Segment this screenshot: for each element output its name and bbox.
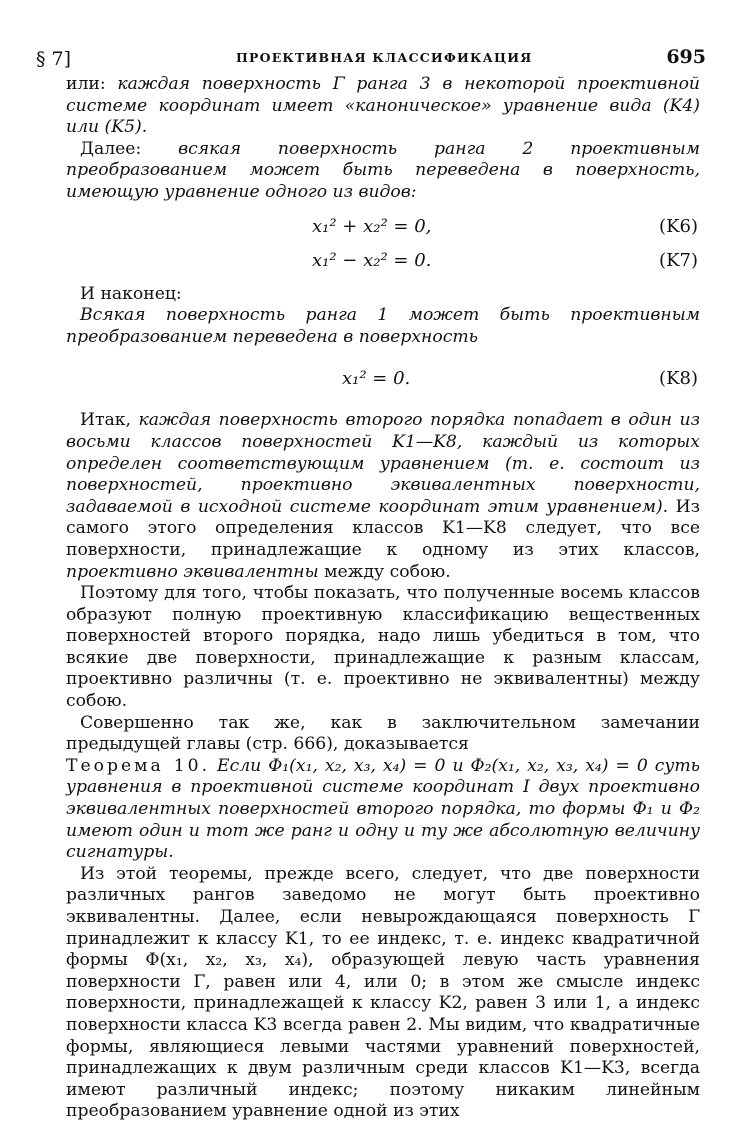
summary-lead: Итак, <box>80 410 131 431</box>
formula-k7-equation: x₁² − x₂² = 0. <box>312 249 432 271</box>
running-header <box>36 40 706 74</box>
paragraph-theorem <box>66 756 700 864</box>
page-number: 695 <box>666 46 706 68</box>
rank2-lead: Далее: <box>80 138 142 159</box>
body-text <box>66 74 700 204</box>
paragraph-similarly: Совершенно так же, как в заключительном замечании предыдущей главы (стр. 666), доказывается <box>66 712 700 755</box>
summary-normal: Из самого этого определения классов K1—K8 следует, что все поверхности, принадлежащие к одному из этих классов, <box>66 496 700 560</box>
book-page <box>36 40 706 1123</box>
section-number: § 7] <box>36 48 72 70</box>
body-text-3 <box>66 410 700 1123</box>
paragraph-intro <box>66 74 700 139</box>
formula-k8-label: (K8) <box>659 368 698 390</box>
formula-k8-equation: x₁² = 0. <box>342 368 411 390</box>
summary-italic-2: проективно эквивалентны <box>66 561 319 582</box>
intro-italic: каждая поверхность Γ̅ ранга 3 в некоторой проективной системе координат имеет «каноническое» уравнение вида (K4) или (K5). <box>66 74 700 138</box>
formula-k6 <box>66 210 700 244</box>
rank2-italic: всякая поверхность ранга 2 проективным преобразованием может быть переведена в поверхность, имеющую уравнение одного из видов: <box>66 138 700 202</box>
finally-lead: И наконец: <box>80 283 182 304</box>
formula-k7 <box>66 244 700 278</box>
paragraph-therefore: Поэтому для того, чтобы показать, что полученные восемь классов образуют полную проективную классификацию вещественных поверхностей второго порядка, надо лишь убедиться в том, что всякие две поверхности, принадлежащие к разным классам, проективно различны (т. е. проективно не эквивалентны) между собою. <box>66 583 700 712</box>
formula-k6-label: (K6) <box>659 215 698 237</box>
formula-k8 <box>66 362 700 396</box>
theorem-text: Если Φ₁(x₁, x₂, x₃, x₄) = 0 и Φ₂(x₁, x₂, x₃, x₄) = 0 суть уравнения в проективной системе координат I двух проективно эквивалентных поверхностей второго порядка, то формы Φ₁ и Φ₂ имеют один и тот же ранг и одну и ту же абсолютную величину сигнатуры. <box>66 755 700 863</box>
summary-italic: каждая поверхность второго порядка попадает в один из восьми классов поверхностей K1—K8, каждый из которых определен соответствующим уравнением (т. е. состоит из поверхностей, проективно эквивалентных поверхности, задаваемой в исходной системе координат этим уравнением). <box>66 410 700 517</box>
summary-tail: между собою. <box>324 561 451 582</box>
intro-lead: или: <box>66 74 106 94</box>
running-title: ПРОЕКТИВНАЯ КЛАССИФИКАЦИЯ <box>236 50 533 65</box>
body-text-2 <box>66 284 700 349</box>
paragraph-rank2 <box>66 139 700 204</box>
formula-k7-label: (K7) <box>659 249 698 271</box>
paragraph-rank1: Всякая поверхность ранга 1 может быть проективным преобразованием переведена в поверхность <box>66 305 700 347</box>
paragraph-final: Из этой теоремы, прежде всего, следует, что две поверхности различных рангов заведомо не могут быть проективно эквивалентны. Далее, если невырождающаяся поверхность Γ̅ принадлежит к классу K1, то ее индекс, т. е. индекс квадратичной формы Φ(x₁, x₂, x₃, x₄), образующей левую часть уравнения поверхности Γ̅, равен или 4, или 0; в этом же смысле индекс поверхности, принадлежащей к классу K2, равен 3 или 1, а индекс поверхности класса K3 всегда равен 2. Мы видим, что квадратичные формы, являющиеся левыми частями уравнений поверхностей, принадлежащих к двум различным среди классов K1—K3, всегда имеют различный индекс; поэтому никаким линейным преобразованием уравнение одной из этих <box>66 863 700 1122</box>
theorem-label: Теорема 10. <box>66 755 211 776</box>
paragraph-summary <box>66 410 700 583</box>
formula-k6-equation: x₁² + x₂² = 0, <box>312 215 432 237</box>
